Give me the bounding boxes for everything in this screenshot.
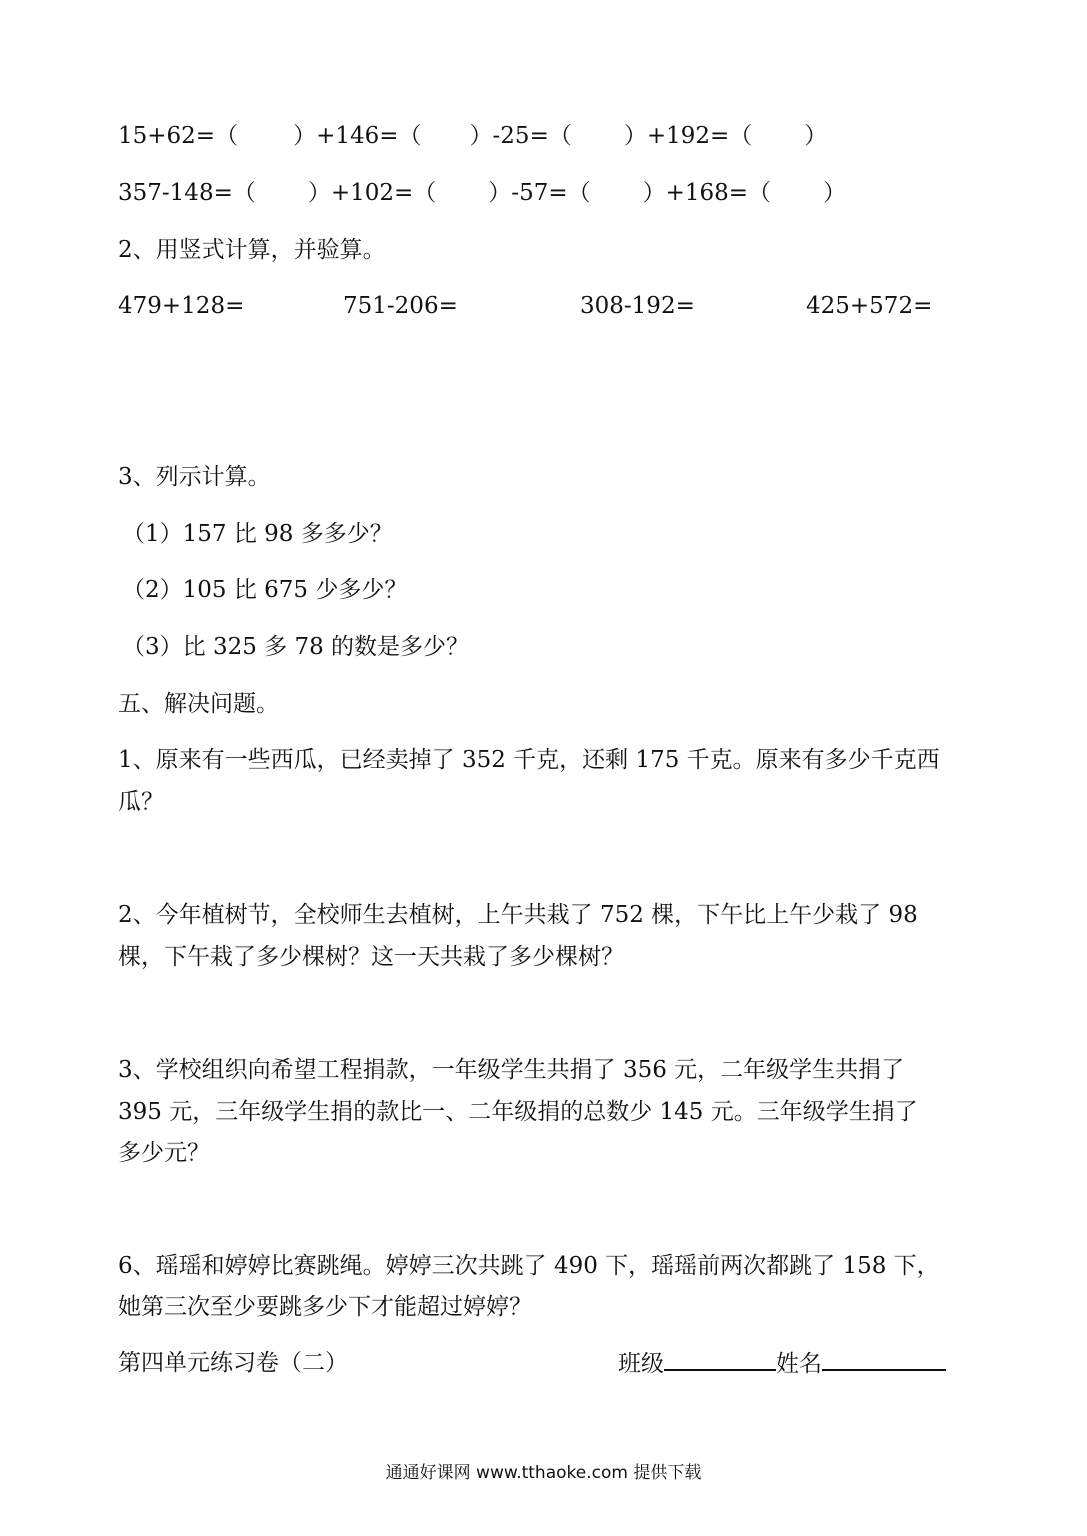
q3-item-1: （1）157 比 98 多多少？ <box>122 521 393 547</box>
chain-seg: ） <box>823 180 847 206</box>
problem-2-line-2: 棵，下午栽了多少棵树？这一天共栽了多少棵树？ <box>118 944 624 970</box>
problem-1-line-2: 瓜？ <box>118 789 164 815</box>
chain-calc-row-2 <box>118 173 846 213</box>
chain-seg: ）-57=（ <box>488 180 591 206</box>
problem-3-line-2: 395 元，三年级学生捐的款比一、二年级捐的总数少 145 元。三年级学生捐了 <box>118 1099 918 1125</box>
chain-seg: ） <box>804 123 828 149</box>
q2-item-2: 751-206= <box>343 293 458 319</box>
section5-title: 五、解决问题。 <box>118 691 279 717</box>
chain-seg: ）+146=（ <box>293 123 422 149</box>
problem-6-line-1: 6、瑶瑶和婷婷比赛跳绳。婷婷三次共跳了 490 下，瑶瑶前两次都跳了 158 下， <box>118 1253 940 1279</box>
worksheet-title: 第四单元练习卷（二） <box>118 1350 348 1376</box>
problem-3-line-3: 多少元？ <box>118 1140 210 1166</box>
chain-calc-row-1 <box>118 116 827 156</box>
q2-item-1: 479+128= <box>118 293 245 319</box>
chain-seg: ）-25=（ <box>469 123 572 149</box>
class-label: 班级 <box>618 1351 664 1377</box>
q2-item-3: 308-192= <box>580 293 695 319</box>
chain-seg: 15+62=（ <box>118 123 239 149</box>
chain-seg: ）+192=（ <box>623 123 753 149</box>
problem-2-line-1: 2、今年植树节，全校师生去植树，上午共栽了 752 棵，下午比上午少栽了 98 <box>118 902 918 928</box>
name-blank[interactable] <box>822 1343 946 1371</box>
q2-title: 2、用竖式计算，并验算。 <box>118 237 386 263</box>
q2-item-4: 425+572= <box>806 293 933 319</box>
q3-item-2: （2）105 比 675 少多少？ <box>122 577 408 603</box>
chain-seg: ）+102=（ <box>307 180 437 206</box>
class-field <box>618 1343 946 1384</box>
footer-note: 通通好课网 www.tthaoke.com 提供下载 <box>385 1463 702 1483</box>
q3-item-3: （3）比 325 多 78 的数是多少？ <box>122 634 470 660</box>
name-label: 姓名 <box>776 1351 822 1377</box>
chain-seg: 357-148=（ <box>118 180 256 206</box>
problem-3-line-1: 3、学校组织向希望工程捐款，一年级学生共捐了 356 元，二年级学生共捐了 <box>118 1057 905 1083</box>
chain-seg: ）+168=（ <box>642 180 772 206</box>
problem-1-line-1: 1、原来有一些西瓜，已经卖掉了 352 千克，还剩 175 千克。原来有多少千克西 <box>118 747 940 773</box>
problem-6-line-2: 她第三次至少要跳多少下才能超过婷婷？ <box>118 1294 532 1320</box>
class-blank[interactable] <box>664 1343 776 1371</box>
q3-title: 3、列示计算。 <box>118 464 271 490</box>
